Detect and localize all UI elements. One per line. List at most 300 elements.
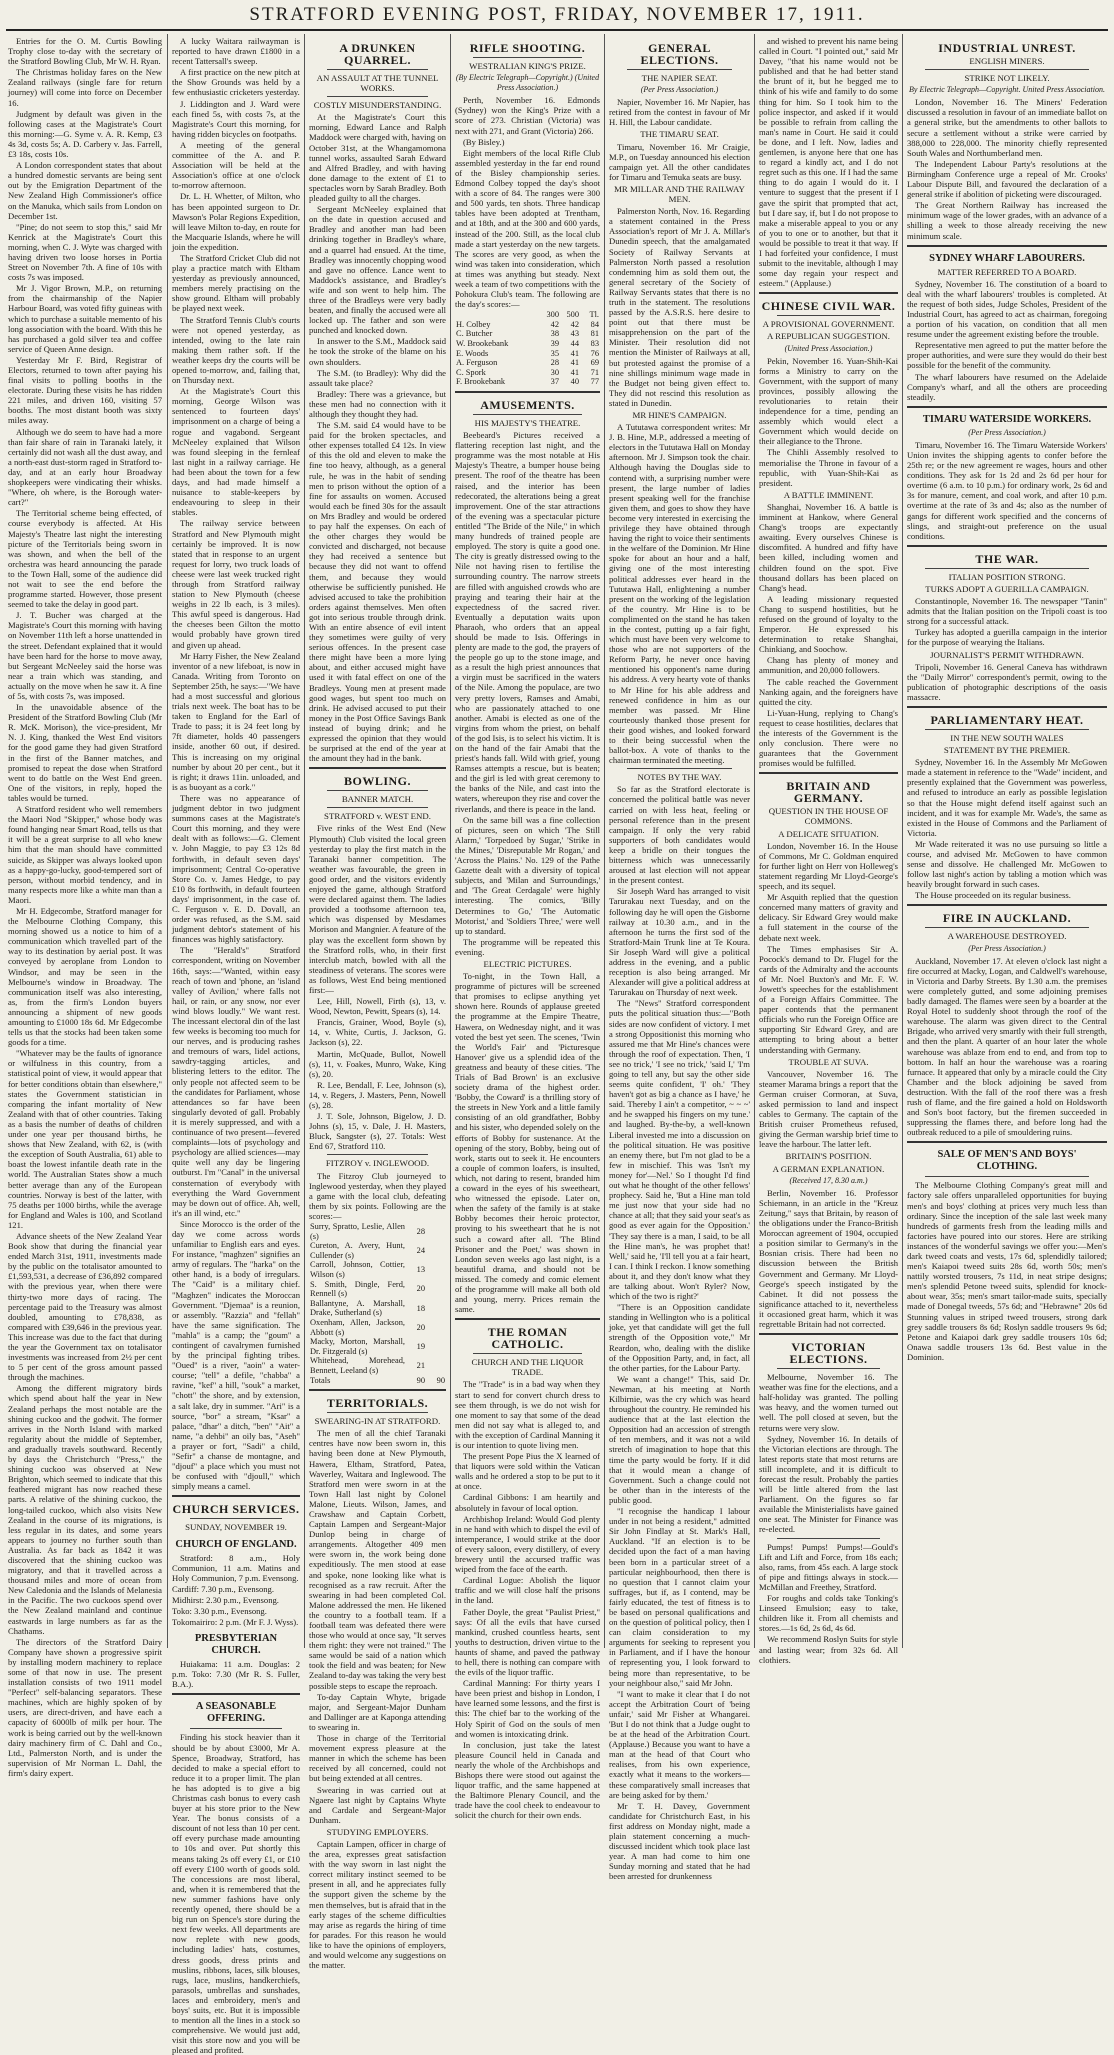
millar-paragraphs — [609, 206, 750, 408]
table-cell: 83 — [590, 339, 599, 349]
table-cell: 38 — [550, 329, 559, 339]
paragraph: The Independent Labour Party's resolutions at the Birmingham Conference urge a repeal of Mr. Crooks' Labour Dispute Bill, and favoured the declaration of a general strike if abolition of picketing were discouraged. — [907, 158, 1107, 200]
napier-paragraphs — [609, 97, 750, 127]
table-cell: Oxenham, Allen, Jackson, Abbott (s) — [310, 1317, 405, 1337]
paragraph: A Tututawa correspondent writes: Mr J. B. Hine, M.P., addressed a meeting of electors in the Tututawa Hall on Monday afternoon. Mr J. Simpson took the chair. Although having the Douglas side to contend with, a surprising number were present, the large number of ladies present speaking well for the franchise given them, and goes to show they have become very interested in exercising the privilege they have obtained through having the right to voice their sentiments in the welfare of the Dominion. Mr Hine spoke for about an hour and a half, giving one of the most interesting political addresses ever heard in the Tututawa Hall, enlightening a number present on the working of the legislation of the country. Mr Hine is to be complimented on the stand he has taken in the contest, putting up a fair fight, which must have been very welcome to those who are not supporters of the Reform Party, he never once having mentioned his opponent's name during his address. A very hearty vote of thanks to Mr Hine for his able address and renewed confidence in him as our member was passed. Mr Hine courteously thanked those present for their good wishes, and looked forward to their being successful when the ballot-box. A vote of thanks to the chairman terminated the meeting. — [609, 422, 750, 766]
rifle-scores-table — [455, 310, 600, 387]
rule — [455, 391, 600, 393]
fitzroy-paragraphs — [309, 1171, 446, 1221]
continued-paragraphs — [759, 36, 898, 288]
paragraph: Shanghai, November 16. A battle is imminent at Hankow, where General Chang's troops are expectantly awaiting. Every ourselves Chinese is discomfited. A hundred and fifty have been killed, including women and children found on the spot. Five thousand dollars has been placed on Chang's head. — [759, 501, 898, 593]
service-line: Tokomairiro: 2 p.m. (Mr F. J. Wyss). — [172, 1617, 299, 1628]
paragraph: Timaru, November 16. Mr Craigie, M.P., on Tuesday announced his election campaign yet. All the other candidates for Timaru and Temuka seats are busy. — [609, 141, 750, 182]
paragraph: A London correspondent states that about a hundred domestic servants are being sent out by the Emigration Department of the New Zealand High Commissioner's office on the Manuka, which sails from London on December 1st. — [8, 160, 162, 221]
rule — [777, 1538, 880, 1539]
paragraph: For roughs and colds take Tonking's Linseed Emulsion; easy to take, children like it. From all chemists and stores.—1s 6d, 2s 6d, 4s 6d. — [759, 1593, 898, 1634]
table-row — [455, 377, 600, 387]
territorials-subheading: SWEARING-IN AT STRATFORD. — [314, 1416, 441, 1427]
table-cell: 20 — [416, 1322, 425, 1332]
service-line: Midhirst: 2.30 p.m., Evensong. — [172, 1594, 279, 1605]
table-cell: 19 — [416, 1341, 425, 1351]
table-row — [455, 329, 600, 339]
paragraph: Judgment by default was given in the following cases at the Magistrate's Court this morning:—G. Syme v. A. R. Kemp, £3 4s 3d, costs 5s; A. D. Carbery v. Jas. Farrell, £3 18s, costs 10s. — [8, 108, 162, 160]
paragraph: In the unavoidable absence of the President of the Stratford Bowling Club (Mr R. McK. Morison), the vice-president, Mr N. J. King, thanked the West End visitors for the good game they had given Stratford in the first of the Banner matches, and promised to repeat the dose when Stratford went to do battle on the West End green. One of the visitors, in reply, hoped the tables would be turned. — [8, 702, 162, 803]
table-cell: 18 — [416, 1303, 425, 1313]
paragraph: Advance sheets of the New Zealand Year Book show that during the financial year ended March 31st, 1911, investments made by the public on the totalisator amounted to £1,593,531, a decrease of £36,892 compared with the previous year, when there were thirty-two more days of racing. The percentage paid to the Treasury was almost doubled, amounting to £78,838, as compared with £39,646 in the previous year. This increase was due to the fact that during the year the Government tax on totalisator investments was increased from 2½ per cent to 5 per cent of the gross amount passed through the machines. — [8, 1230, 162, 1383]
paragraph: Mr T. H. Davey, Government candidate for Christchurch East, in his first address on Monday night, made a plain statement concerning a much-discussed incident which took place last year. A man had come to him one Sunday morning and stated that he had been arrested for drunkenness — [609, 1800, 750, 1882]
paragraph: The "News" Stratford correspondent puts the political situation thus:—"Both sides are now confident of victory. I met a strong Oppositionist this morning who assured me that Mr Hine's chances were through the roof of expectation. Then, 'I see no trick,' 'I see no trick,' 'said I,' 'I'm going to tell any, but say the other side seems quite confident, 'I' oh.' 'They haven't got as big a chance as I have,' he said. Thereby I ain't a competitor, ~ ~ ~' and he swapped his fingers on my tune.' and laughed. By-the-by, a well-known Liberal invested me into a discussion on the political situation. He was positive an enemy there, but I'm not glad to be a few in mischief. This was 'Isn't my money for'—Nel.' So I thought I'd find out what he thought of the other fellows' prophecy. Said he, 'But a Hine man told me just now that your side had no chance at all; that they said your seat's as good as ever again for the Opposition.' 'They say there is a man, I said, to be all the Hine man's, he was prophet that! Well,' said he, 'I'll tell you at a fair heart, I can. I think I reckon. I know something about it, and they don't know what they are talking about. Won't Ryler? Now, which of the two is right?' — [609, 998, 750, 1302]
table-cell: 43 — [570, 329, 579, 339]
table-cell: Tl. — [589, 310, 599, 320]
paragraph: Sydney, November 16. In the Assembly Mr McGowen made a statement in reference to the "Wade" incident, and presently explained that the Government was powerless, and refused to introduce an early as possible legislation so that the House might defend itself against such an incident, and it was for example Mr. Wade's, the same as existed in the House of Commons and the Parliament of Victoria. — [907, 757, 1107, 838]
chinese-credit: (United Press Association.) — [784, 343, 873, 353]
nsw-paragraphs — [907, 757, 1107, 900]
chinese-paragraphs — [759, 356, 898, 488]
rule — [455, 1318, 600, 1320]
rifle-subheading: WESTRALIAN KING'S PRIZE. — [469, 61, 586, 71]
table-cell: 500 — [566, 310, 579, 320]
column-rule — [902, 34, 903, 1648]
amusements-heading: AMUSEMENTS. — [480, 398, 575, 412]
seasonable-paragraphs — [172, 1732, 300, 2055]
rule — [907, 245, 1107, 247]
paragraph: Eight members of the local Rifle Club assembled yesterday in the far end round of the Bisley championship series. Edmond Colbey topped the day's shoot with a score of 84. The ranges were 300 and 500 yards, ten shots. Three handicap tables have been adopted at Trentham, and at 18th, and at the 300 and 600 yards, instead of the 200. Still, as the local club made a start yesterday on the new targets. The scores are very good, as when the wind was taken into consideration, which at times was anything but steady. Next week a team of two competitions with the Pohokura Club's team. The following are the day's scores:— — [455, 147, 600, 310]
paragraph: Bradley: There was a grievance, but these men had no connection with it although they thought they had. — [309, 388, 446, 419]
rule — [473, 1353, 582, 1354]
fire-credit: (Per Press Association.) — [968, 943, 1046, 953]
fitzroy-scores-table — [309, 1222, 446, 1385]
table-cell — [455, 310, 540, 320]
paragraph: "I recognise the handicap I labour under in not being a resident," admitted Sir John Findlay at St. Mark's Hall, Auckland. "If an election is to be decided upon the fact of a man having been born in a particular street of a particular neighbourhood, then there is no question that I cannot claim your suffrages, but if, as I contend, may be fairly educated, the test of fitness is to be based on personal qualifications and on the question of political policy, then I can claim consideration to my arguments for seeking to represent you in Parliament, and if I have the honour of representing you, I look forward to being more than representative, to be your neighbour also," said Mr John. — [609, 1506, 750, 1688]
notes-paragraphs — [609, 784, 750, 1881]
paragraph: The cable reached the Government Nanking again, and the foreigners have quitted the city. — [759, 676, 898, 707]
paragraph: Li-Yuan-Hung, replying to Chang's request to cease hostilities, declares that the interests of the Government is the only conclusion. There were no guarantees that the Government promises would be fulfilled. — [759, 707, 898, 769]
column-1 — [8, 36, 162, 1778]
table-cell: C. Spork — [456, 367, 486, 377]
victorian-heading: VICTORIAN ELECTIONS. — [789, 1340, 868, 1367]
electric-subheading: ELECTRIC PICTURES. — [483, 958, 572, 969]
unrest-heading: INDUSTRIAL UNREST. — [938, 41, 1076, 55]
theatre-subheading: HIS MAJESTY'S THEATRE. — [474, 418, 581, 428]
column-4 — [455, 36, 600, 1821]
paragraph: Cardinal Manning: For thirty years I have been priest and bishop in London, I have learned some lessons, and the first is this: The chief bar to the working of the Holy Spirit of God on the souls of men and women is intoxicating drink. — [455, 1678, 600, 1739]
table-cell: 300 — [546, 310, 559, 320]
rule — [327, 807, 428, 808]
table-cell: Surry, Spratto, Leslie, Allen (s) — [310, 1222, 405, 1241]
paragraph: and wished to prevent his name being called in Court. "I pointed out," said Mr Davey, "that his name would not be published and that he had better stand the brunt of it, but he begged me to think of his wife and family to do some thing for him. So I took him to the police inspector, and asked if it would be possible to refrain from calling the man's name in Court. He said it could be done, and I left. Now, ladies and gentlemen, is anyone here that one has to regard a kindly act, and I do not regret such as this one. If I had the same thing to do again I would do it. I venture to suggest that the present if I gave the spirit that prompted that act, but I dare say, if, but I do not propose to make a miserable appeal to you or any of you to one or to another, but that it would be possible to treat it that way. If I had forfeited your confidence, I must submit to the inevitable, although I may some day regain your respect and esteem." (Applause.) — [759, 36, 898, 289]
paragraph: Five rinks of the West End (New Plymouth) Club visited the local green yesterday to play the first match in the Taranaki banner competition. The weather was favourable, the green in good order, and the visitors evidently enjoyed the game, although Stratford were declared against them. The ladies provided a toothsome afternoon tea, which was dispensed by Mesdames Morison and Mangnier. A feature of the play was the excellent form shown by the Stratford rolls, who, in their first interclub match, bowled with all the steadiness of veterans. The scores were as follows, West End being mentioned first:— — [309, 823, 446, 995]
unrest-credit: By Electric Telegraph—Copyright. United Press Association. — [909, 85, 1105, 95]
paragraph: A first practice on the new pitch at the Show Grounds was held by a few enthusiastic cricketers yesterday. — [172, 67, 300, 98]
rifle-paragraphs — [455, 95, 600, 309]
table-cell: C. Butcher — [456, 329, 493, 339]
rule — [627, 768, 732, 769]
table-cell: 77 — [590, 377, 599, 387]
paragraph: Constantinople, November 16. The newspaper "Tanin" admits that the Italian position on the Tripoli coast is too strong for a successful attack. — [907, 596, 1107, 627]
britain-heading: BRITAIN AND GERMANY. — [786, 779, 871, 806]
britain-subheading: QUESTION IN THE HOUSE OF COMMONS. — [768, 806, 889, 827]
rule — [907, 406, 1107, 408]
table-cell: 30 — [550, 367, 559, 377]
catholic-paragraphs — [455, 1379, 600, 1820]
rule — [327, 790, 428, 791]
rule — [309, 1389, 446, 1391]
masthead: STRATFORD EVENING POST, FRIDAY, NOVEMBER 17, 1911. — [249, 4, 865, 25]
church-heading: CHURCH SERVICES. — [172, 1502, 300, 1517]
table-row — [455, 320, 600, 330]
paragraph: Turkey has adopted a guerilla campaign in the interior for the purpose of wearying the Italians. — [907, 627, 1107, 648]
britain-paragraphs — [759, 841, 898, 1055]
table-cell: S. Smith, Dingle, Ferd, Rennell (s) — [310, 1279, 405, 1299]
table-row — [309, 1337, 446, 1356]
elections-heading: GENERAL ELECTIONS. — [640, 41, 719, 67]
fire-subheading: A WAREHOUSE DESTROYED. — [947, 931, 1067, 942]
paragraph: At the Magistrate's Court this morning, Edward Lance and Ralph Maddock were charged with, having on October 31st, at the Whangamomona tunnel works, assaulted Sarah Edward and Alfred Bradley, and with having done damage to the extent of £1 to spectacles worn by Sarah Bradley. Both pleaded guilty to all the charges. — [309, 112, 446, 204]
table-cell: 24 — [416, 1246, 425, 1256]
table-row — [309, 1318, 446, 1337]
sale-heading: SALE OF MEN'S AND BOYS' CLOTHING. — [937, 1149, 1077, 1173]
table-row — [455, 368, 600, 378]
paragraph: "Pine; do not seem to stop this," said Mr Kenrick at the Magistrate's Court this morning, when C. J. Wyte was charged with having driven two loose horses in Portia Street on November 7th. A fine of 10s with costs 7s was imposed. — [8, 221, 162, 283]
paragraph: In conclusion, just take the latest pleasure Council held in Canada and nearly the whole of the Archbishops and Bishops there were stood out against the liquor traffic, and the same happened at the Baltimore Plenary Council, and the trade have the cool cheek to endeavour to solicit the church for their own ends. — [455, 1739, 600, 1821]
britain-subheading-2: A DELICATE SITUATION. — [778, 828, 879, 839]
table-cell: Ballantyne, A. Marshall, Drake, Sutherland (s) — [310, 1298, 405, 1318]
paragraph: To-day Captain Whyte, brigade major, and Sergeant-Major Dunham and Dallinger are at Kaponga attending to swearing in. — [309, 1691, 446, 1732]
rifle-heading: RIFLE SHOOTING. — [469, 41, 586, 55]
rule — [473, 414, 582, 415]
rule — [777, 315, 880, 316]
rule — [907, 706, 1107, 708]
advertisement-paragraphs — [759, 1542, 898, 1665]
paragraph: Chang has plenty of money and ammunition, and 20,000 followers. — [759, 655, 898, 676]
table-cell: Cureton, A. Avery, Hunt, Cullender (s) — [310, 1241, 405, 1260]
column-rule — [304, 34, 305, 1648]
rule — [777, 1368, 880, 1369]
table-row — [455, 349, 600, 359]
rule — [327, 69, 428, 70]
table-row — [309, 1260, 446, 1279]
table-cell: F. Brookebank — [456, 377, 506, 387]
paragraph: Perth, November 16. Edmonds (Sydney) won the King's Prize with a score of 273. Christian (Victoria) was next with 271, and Grant (Victoria) 266. — [455, 95, 600, 136]
paragraph: The Christmas holiday fares on the New Zealand railways (single fare for return journey) will come into force on December 16. — [8, 67, 162, 108]
paragraph: R. Lee, Bendall, F. Lee, Johnson (s), 14, v. Regers, J. Masters, Penn, Nowell (s), 28. — [309, 1079, 446, 1110]
paragraph: The House proceeded on its regular business. — [915, 890, 1071, 901]
paragraph: J. Liddington and J. Ward were each fined 5s, with costs 7s, at the Magistrate's Court this morning, for having ridden bicycles on footpaths. — [172, 98, 300, 139]
war-subheading: ITALIAN POSITION STRONG. — [948, 571, 1066, 582]
paragraph: Those in charge of the Territorial movement express pleasure at the manner in which the scheme has been received by all concerned, could not but being extended at all centres. — [309, 1733, 446, 1784]
church-pres-text: Huiakama: 11 a.m. Douglas: 2 p.m. Toko: 7.30 (Mr R. S. Fuller, B.A.). — [172, 1659, 300, 1690]
chinese-subheading: A PROVISIONAL GOVERNMENT. — [762, 319, 895, 330]
paragraph: The Chihli Assembly resolved to memorialise the Throne in favour of a republic, with Yuan-Shih-Kai as president. — [759, 447, 898, 488]
paragraph: Lee, Hill, Nowell, Firth (s), 13, v. Wood, Newton, Pewitt, Spears (s), 14. — [309, 996, 446, 1017]
table-cell: 35 — [550, 348, 559, 358]
quarrel-paragraphs — [309, 112, 446, 763]
paragraph: The Stratford Tennis Club's courts were not opened yesterday, as intended, owing to the late rain making them rather soft. If the weather keeps dry the courts will be opened to-morrow, and, failing that, on Thursday next. — [172, 314, 300, 386]
paragraph: Entries for the O. M. Curtis Bowling Trophy close to-day with the secretary of the Stratford Bowling Club, Mr W. H. Ryan. — [8, 36, 162, 67]
journalist-paragraphs — [907, 662, 1107, 702]
paragraph: "Whatever may be the faults of ignorance or wilfulness in this country, from a statistical point of view, it would appear that for better conditions obtain than elsewhere," states the Government statistician in comparing the infant mortality of New Zealand with that of other countries. Taking as a basis the number of deaths of children under one year per thousand births, he shows that New Zealand, with 62, is (with the exception of South Australia, 61) able to boast the lowest infantile death rate in the world. The Australian States show a much better average than any of the European countries. Norway is best of the latter, with 75 deaths per 1000 births, while the average for England and Wales is 100, and Scotland 121. — [8, 1048, 162, 1230]
timaru-credit: (Per Press Association.) — [968, 427, 1046, 437]
rule — [925, 568, 1089, 569]
service-line: Cardiff: 7.30 p.m., Evensong. — [172, 1583, 275, 1594]
church-coe-heading: CHURCH OF ENGLAND. — [175, 1538, 297, 1550]
paragraph: At the Magistrate's Court this morning, George Wilson was sentenced to fourteen days' imprisonment on a charge of being a rogue and vagabond. Sergeant McNeeley explained that Wilson was found sleeping in the fernleaf last night in a railway carriage. He had been about the town for a few days, and had made himself a nuisance to stable-keepers by endeavouring to sleep in their stables. — [172, 386, 300, 518]
paragraph: The Territorial scheme being effected, of course everybody is affected. At His Majesty's Theatre last night the interesting picture of the Territorials being sworn in was shown, and when the bell of the orchestra was heard announcing the parade to the Town Hall, some of the audience did not wait to see the end before the programme started. However, those present seemed to take the delay in good part. — [8, 508, 162, 610]
column-2 — [172, 36, 300, 2055]
paragraph: Francis, Grainer, Wood, Boyle (s), 14, v. White, Curtis, J. Jackson, G. Jackson (s), 22. — [309, 1017, 446, 1048]
electric-paragraphs — [455, 971, 600, 1314]
table-cell: 13 — [416, 1265, 425, 1275]
paragraph: "There is an Opposition candidate standing in Wellington who is a political joke, yet that candidate will get the full strength of the Opposition vote," Mr Reardon, who, dealing with the dislike of the Opposition Party, and, in fact, all the other parties, for the Labour Party. — [609, 1302, 750, 1373]
column-5 — [609, 36, 750, 1882]
war-paragraphs — [907, 596, 1107, 647]
theatre-paragraphs — [455, 430, 600, 957]
paragraph: Father Doyle, the great "Paulist Priest," says: Of all the evils that have cursed mankind, crushed countless hearts, sent youths to destruction, driven virtue to the haunts of shame, and paved the pathway to hell, there is nothing can compare with the evils of the liquor traffic. — [455, 1606, 600, 1678]
paragraph: There was no appearance of judgment debtor in two judgment summons cases at the Magistrate's Court this morning, and they were dealt with as follows:—G. Clement v. John Maggie, to pay £3 12s 8d forthwith, in default seven days' imprisonment; Central Co-operative Store Co. v. James Hedge, to pay £10 8s forthwith, in default fourteen days' imprisonment, in the case of. C. Ferguson v. E. D. Dovall, an order was refused, as the S.M. said judgment debtor's statement of his finances was highly satisfactory. — [172, 792, 300, 945]
paragraph: Palmerston North, Nov. 16. Regarding a statement contained in the Press Association's report of Mr J. A. Millar's Dunedin speech, that the amalgamated Society of Railway Servants at Palmerston North passed a resolution condemning him as sold them out, the general secretary of the Society of Railway Servants states that there is no truth in the statement. The resolutions passed by the A.S.R.S. here desire to point out that there must be misapprehension on the part of the Minister. Their resolution did not mention the Minister of Railways at all, but protested against the promise of a nine shillings minimum wage made in the Budget not being given effect to. They did not rescind this resolution as stated in Dunedin. — [609, 206, 750, 408]
paragraph: We recommend Roslyn Suits for style and lasting wear; from 32s 6d. All clothiers. — [759, 1634, 898, 1665]
table-cell: 76 — [590, 348, 599, 358]
wharf-heading: SYDNEY WHARF LABOURERS. — [929, 252, 1085, 264]
paragraph: Sydney, November 16. The constitution of a board to deal with the wharf labourers' troubles is completed. At the request of both sides, Judge Scholes, President of the Industrial Court, has agreed to act as chairman, foregoing a portion of his vacation, on condition that all men resume under the agreement existing before the trouble. — [907, 278, 1107, 340]
column-3 — [309, 36, 446, 1971]
church-date: SUNDAY, NOVEMBER 19. — [185, 1522, 287, 1533]
paragraph: Timaru, November 16. The Timaru Waterside Workers' Union invites the shipping agents to confer before the 25th re; or the new agreement re wages, hours and other conditions. They ask for 1s 2d and 2s 6d per hour for overtime (6 a.m. to 10 p.m.) for ordinary work, 2s 6d and 3s for manure, cement, and coal work, and after 10 p.m. overtime at the rate of 3s and 4s; also as the number of gangs for different work specified and the concerns of slings, and straight-out preference on the usual conditions. — [907, 439, 1107, 541]
rule — [473, 57, 582, 58]
column-rule — [167, 34, 168, 1648]
table-cell: 41 — [570, 358, 579, 368]
paragraph: Napier, November 16. Mr Napier, has retired from the contest in favour of Mr H. Hill, the Labour candidate. — [609, 97, 750, 128]
bowling-subheading: BANNER MATCH. — [341, 794, 414, 805]
paragraph: Although we do seem to have had a more than fair share of rain in Taranaki lately, it certainly did not wash all the dust away, and a north-east dust-storm raged in Stratford to-day, and at an early hour Broadway shopkeepers were vindicating their whisks. "Where, oh where, is the Borough water-cart?" — [8, 426, 162, 508]
napier-subheading: THE NAPIER SEAT. — [641, 73, 718, 83]
table-cell: 42 — [550, 319, 559, 329]
paragraph: The railway service between Stratford and New Plymouth might certainly be improved. It is now stated that in response to an urgent request for lorry, two truck loads of cheese were last week trucked right through from Stratford railway station to New Plymouth (cheese weighs in 22 lb each, is 3 miles). This awful speed is dangerous. Had the cheeses been Gilton the motto would probably have grown tired and given up ahead. — [172, 518, 300, 650]
column-rule — [450, 34, 451, 1648]
bowling-paragraphs — [309, 823, 446, 1151]
parliament-heading: PARLIAMENTARY HEAT. — [930, 712, 1084, 727]
rule — [172, 1693, 300, 1695]
column-rule — [604, 34, 605, 1648]
territorials-heading: TERRITORIALS. — [326, 1396, 429, 1411]
paragraph: The Times emphasises Sir A. Pocock's demand to Dr. Flugel for the cards of the Admiralty and the accounts of Mr. Noel Buxton's and Mr. F. W. Jowett's speeches for the establishment of a Foreign Affairs Committee. The paper contends that the permanent officials who run the Foreign Office are supporting Sir Edward Grey, and are attempting to bring about a better understanding with Germany. — [759, 943, 898, 1055]
rule — [327, 1154, 428, 1155]
paragraph: Sir Joseph Ward has arranged to visit Tarurakau next Tuesday, and on the following day he will open the Gisborne railway at 10.30 a.m., and in the afternoon he turns the first sod of the Stratford-Main Trunk line at Te Koura. Sir Joseph Ward will give a political address in the evening, and a public reception is also being arranged. Mr Alexander will give a political address at Tarurakau on Thursday of next week. — [609, 886, 750, 998]
rule — [759, 1333, 898, 1335]
miners-paragraphs — [907, 97, 1107, 240]
column-2-paragraphs — [172, 36, 300, 1491]
paragraph: Captain Lampen, officer in charge of the area, expresses great satisfaction with the way sworn in last night the correct military instinct seemed to be present in all, and he appreciates fully the support given the scheme by the men themselves, but is afraid that in the early stages of the scheme difficulties may arise as regards the hiring of time for parades. For this reason he would like to have the opinions of employers, and would welcome any suggestions on the matter. — [309, 1838, 446, 1971]
paragraph: Mr J. Vigor Brown, M.P., on returning from the chairmanship of the Napier Harbour Board, was voted fifty guineas with which to purchase a suitable memento of his long association with the board. With this he has purchased a gold silver tea and coffee service of Queen Anne design. — [8, 283, 162, 354]
church-coe-lines — [172, 1584, 300, 1627]
battle-paragraphs — [759, 502, 898, 768]
paragraph: The present Pope Pius the X learned of that liquors were sold within the Vatican walls and he ordered a stop to be put to it at once. — [455, 1451, 600, 1492]
paragraph: J. T. Sole, Johnson, Bigelow, J. D. Johns (s), 15, v. Dale, J. H. Masters, Bluck, Sangster (s), 27. Totals: West End 67, Stratford 110. — [309, 1111, 446, 1152]
rule — [190, 1728, 282, 1729]
fire-heading: FIRE IN AUCKLAND. — [942, 911, 1072, 926]
hine-subheading: MR HINE'S CAMPAIGN. — [632, 410, 727, 420]
paragraph: We want a change!" This, said Dr. Newman, at his meeting at North Kilbirnie, was the cry which was heard throughout the country. He reminded his audience that at the last election the Opposition had an accession of strength of ten members, and it was not a wild stretch of imagination to hope that this time the party would be forty. If it did that it would mean a change of Government. Such a change could not be other than in the interests of the public good. — [609, 1373, 750, 1505]
paragraph: The "Herald's" Stratford correspondent, writing on November 16th, says:—"Wanted, within easy reach of town and 'phone, an 'island valley of Avilion,' where falls not hail, or rain, or any snow, nor ever wind blows loudly." We want rest. The incessant electoral din of the last few weeks is becoming too much for our nerves, and is producing rashes and tremours of wars, lidel actions, sawdry-tagging articles, and blistering letters to the editor. The only people not affected seem to be the candidates for Parliament, whose attendances so far have been singularly devoted of gall. Probably it is merely suppressed, and with a continuance of two present—fevered complaints—lots of psychology and psychology are allied sciences—may quite well any day be lingering outburst. I'm "Canal" in the universal consternation of everybody with everything the Ward Government may be down out of office. Ah, well, it's an ill wind, etc." — [172, 945, 300, 1218]
rule — [759, 772, 898, 774]
church-coe-text: Stratford: 8 a.m., Holy Communion, 11 a.m. Matins and Holy Communion, 7 p.m. Evensong. — [172, 1552, 300, 1583]
premier-subheading: STATEMENT BY THE PREMIER. — [943, 745, 1071, 756]
timaru-paragraphs — [609, 142, 750, 182]
table-row — [455, 339, 600, 349]
paragraph: Archbishop Ireland: Would God plenty in ne hand with which to dispel the evil of intemperance, I would strike at the door of every saloon, every distillery, of every brewery until the accursed traffic was wiped from the face of the earth. — [455, 1513, 600, 1575]
notes-subheading: NOTES BY THE WAY. — [637, 772, 722, 783]
paragraph: Sydney, November 16. In details of the Victorian elections are through. The latest reports state that most returns are still incomplete, and it is difficult to forecast the result. Probably the parties will be little altered from the last Parliament. On the figures so far available the Ministerialists have gained one seat. The Minister for Finance was re-elected. — [759, 1433, 898, 1535]
paragraph: Martin, McQuade, Bullot, Nowell (s), 11, v. Foakes, Munro, Wake, King (s), 20. — [309, 1048, 446, 1079]
wharf-paragraphs — [907, 279, 1107, 402]
rule — [172, 1495, 300, 1497]
paragraph: Auckland, November 17. At eleven o'clock last night a fire occurred at Macky, Logan, and Caldwell's warehouse, in Victoria and Darby Streets. By 1.30 a.m. the premises were completely gutted, and some adjoining premises badly damaged. The flames were seen by a boarder at the Royal Hotel to suddenly shoot through the roof of the warehouse. The alarm was given direct to the Central Brigade, who arrived very smartly with their full strength, and then the plant. A quarter of an hour later the whole warehouse was ablaze from end to end, and from top to bottom. In half an hour the warehouse was a roaring furnace. It appeared that only by a miracle could the City Chamber and the block adjoining be saved from destruction. With the fall of the roof there was a fresh rush of flame, and the fire gained a hold on Holdsworth and Son's boot factory, but the firemen succeeded in suppressing the flames there, and before long had the outbreak reduced to a pile of smouldering ruins. — [907, 955, 1108, 1138]
table-cell: 44 — [570, 339, 579, 349]
paragraph: The Fitzroy Club journeyed to Inglewood yesterday, when they played a game with the local club, defeating them by six points. Following are the scores:— — [309, 1170, 446, 1221]
paragraph: J. T. Bucher was charged at the Magistrate's Court this morning with having on November 11th left a horse unattended in the street. Defendant explained that it would have been hard for the horse to move away, but Sergeant McNeeley said the horse was near a train which was standing, and actually on the move when he saw it. A fine of 5s, with costs 7s, was imposed. — [8, 610, 162, 701]
paragraph: Pekin, November 16. Yuan-Shih-Kai forms a Ministry to carry on the Government, with the support of many provinces, possibly allowing the revolutionaries to retain their independence for a time, pending an assembly which would elect a Government which would decide on their allegiance to the Throne. — [759, 355, 898, 447]
territorials-paragraphs — [309, 1428, 446, 1825]
paragraph: "I want to make it clear that I do not accept the Arbitration Court of 'being unfair,' said Mr Fisher at Whangarei. 'But I do not think that a Judge ought to be at the head of the Arbitration Court. (Applause.) Because you want to have a man at the head of that Court who realises, from his own experience, exactly what it means to the workers—these comparatively small increases that are being asked for by them.' — [609, 1688, 750, 1800]
german-received: (Received 17, 8.30 a.m.) — [789, 1175, 868, 1185]
paragraph: Since Morocco is the order of the day we come across words unfamiliar to English ears and eyes. For instance, "maghzen" signifies an army of regulars. The "harka" on the other hand, is a body of irregulars. The "Caid" is a military chief. "Maghzen" indicates the Moroccan Government. "Djemaa" is a reunion, or assembly. "Razzia" and "fellah" have the same signification. The "mahla" is a camp; the "goum" a contingent of cavalrymen furnished by the principal fighting tribes. "Oued" is a river, "aoin" a water-course; "tell" a defile, "chabba" a ravine, "kef" a hill, "souk" a market, "chott" the shore, and by extension, a salt lake, dry in summer. "Ari" is a source, "bor" a stream, "Ksar" a palace, "dhar" a ditch, "ben" "Ait" a name, "a dehbi" an oily bas, "Aseh" a prayer or fort, "Sadi" a child, "Sefir" a chanse de montagne, and "djouf" a place which you must not be confused with "djoull," which simply means a camel. — [172, 1218, 300, 1492]
table-cell: 28 — [550, 358, 559, 368]
table-cell: 40 — [570, 377, 579, 387]
rifle-credit: (By Electric Telegraph—Copyright.) (United Press Association.) — [455, 73, 600, 93]
table-row — [309, 1280, 446, 1299]
german-subheading: A GERMAN EXPLANATION. — [772, 1163, 885, 1174]
wharf-subheading: MATTER REFERRED TO A BOARD. — [937, 266, 1077, 277]
table-row — [309, 1356, 446, 1375]
paragraph: The Stratford Cricket Club did not play a practice match with Eltham yesterday as previously announced, members merely practising on the show ground. Eltham will probably be played next week. — [172, 252, 300, 314]
table-cell: 71 — [590, 367, 599, 377]
employers-subheading: STUDYING EMPLOYERS. — [326, 1826, 429, 1837]
miners-subheading: ENGLISH MINERS. — [969, 56, 1045, 66]
table-cell: E. Woods — [456, 348, 489, 358]
table-cell: Carroll, Johnson, Cottier, Wilson (s) — [310, 1260, 405, 1279]
paragraph: A meeting of the general committee of the A. and P. Association will be held at the Association's office at one o'clock to-morrow afternoon. — [172, 139, 300, 191]
chinese-subheading-2: A REPUBLICAN SUGGESTION. — [767, 331, 890, 342]
column-7 — [907, 36, 1107, 1646]
paragraph: Mr Harry Fisher, the New Zealand inventor of a new lifeboat, is now in Canada. Writing from Toronto on September 25th, he says:—"We have had a most successful and glorious trials next week. The boat has to be taken to England for the Earl of Trade to pass; it is 24 feet long by 7ft diameter, holds 40 passengers inside, another 60 out, if desired. This is increasing on my original number by about 20 per cent., but it is right; it draws 11in. unloaded, and is as buoyant as a cork." — [172, 650, 300, 792]
paragraph: The programme will be repeated this evening. — [455, 936, 600, 957]
table-cell: H. Colbey — [456, 319, 491, 329]
paragraph: Tripoli, November 16. General Caneva has withdrawn the "Daily Mirror" correspondent's permit, owing to the publication of photographic descriptions of the oasis massacre. — [907, 661, 1107, 702]
sale-paragraphs — [907, 1180, 1107, 1362]
paragraph: In answer to the S.M., Maddock said he took the stroke of the blame on his own shoulders. — [309, 336, 446, 367]
masthead-rule — [6, 29, 1108, 31]
table-cell: 69 — [590, 358, 599, 368]
paragraph: The S.M. (to Bradley): Why did the assault take place? — [309, 367, 446, 388]
paragraph: A leading missionary requested Chang to suspend hostilities, but he refused on the ground of loyalty to the Emperor. He expressed his determination to retake Shanghai, Chinkiang, and Soochow. — [759, 593, 898, 655]
table-cell: 41 — [570, 367, 579, 377]
paragraph: Mr Wade reiterated it was no use pursuing so little a course, and advised Mr. McGowen to have common sense and dissolve. He challenged Mr. McGowen to follow last night's action by tabling a motion which was heavily brought forward in such cases. — [907, 838, 1107, 890]
rule — [190, 1518, 282, 1519]
rule — [627, 69, 732, 70]
table-row — [455, 358, 600, 368]
paragraph: A lucky Waitara railwayman is reported to have drawn £1800 in a recent Tattersall's sweep. — [172, 36, 300, 67]
table-cell: A. Ferguson — [456, 358, 498, 368]
fire-paragraphs — [907, 956, 1107, 1138]
table-cell: 81 — [590, 329, 599, 339]
table-header-row — [455, 310, 600, 320]
table-cell: 90 — [416, 1375, 425, 1385]
catholic-heading: THE ROMAN CATHOLIC. — [487, 1325, 568, 1352]
war-subheading-2: TURKS ADOPT A GUERILLA CAMPAIGN. — [925, 583, 1089, 594]
quarrel-subheading: AN ASSAULT AT THE TUNNEL WORKS. — [316, 73, 439, 94]
table-cell: Whitehead, Morehead, Bennett, Leeland (s) — [310, 1356, 405, 1375]
paragraph: The directors of the Stratford Dairy Company have shown a progressive spirit by installing modern machinery to replace some of that now in use. The present installation consists of two 1911 model "Perfect" self-balancing separators. These machines, which are highly spoken of by users, are direct-driven, and have each a capacity of 6000lb of milk per hour. The work is being carried out by the well-known dairy machinery firm of C. Dahl and Co., Ltd., Palmerston North, and is under the supervision of Mr Norman L. Dahl, the firm's dairy expert. — [8, 1636, 162, 1778]
rule — [925, 927, 1089, 928]
table-cell: Totals — [310, 1375, 331, 1385]
timaru-workers-heading: TIMARU WATERSIDE WORKERS. — [922, 413, 1092, 425]
paragraph: The "Trade" is in a bad way when they start to send for convert church dress to see them through, is we do not wish for one moment to say that some of the dead men did not say what is alleged to, and with the exception of Cardinal Manning it is our intention to quote living men. — [455, 1379, 600, 1450]
paragraph: Cardinal Gibbons: I am heartily and absolutely in favour of local option. — [455, 1492, 600, 1513]
table-cell: 90 — [436, 1375, 445, 1385]
journalist-subheading: JOURNALIST'S PERMIT WITHDRAWN. — [930, 649, 1084, 660]
battle-subheading: A BATTLE IMMINENT. — [783, 489, 874, 500]
paragraph: Vancouver, November 16. The steamer Marama brings a report that the German cruiser Cormoran, at Suva, asked permission to land and inspect cables to Germany. The captain of the British cruiser Prometheus refused, giving the German warship brief time to leave the harbour. The latter left. — [759, 1068, 898, 1150]
church-pres-heading: PRESBYTERIAN CHURCH. — [194, 1633, 278, 1657]
suva-paragraphs — [759, 1069, 898, 1150]
table-cell: 37 — [550, 377, 559, 387]
hine-paragraphs — [609, 422, 750, 765]
paragraph: Swearing in was carried out at Ngaere last night by Captains Whyte and Cardale and Sergeant-Major Dunham. — [309, 1784, 446, 1825]
bowling-match-title: STRATFORD v. WEST END. — [324, 811, 431, 822]
chinese-heading: CHINESE CIVIL WAR. — [761, 299, 896, 314]
rule — [925, 1176, 1089, 1177]
suva-subheading: TROUBLE AT SUVA. — [788, 1056, 869, 1067]
paragraph: A Stratford resident who well remembers the Maori Nod "Skipper," whose body was found hanging near Smart Road, tells us that it will be a great surprise to all who knew him that the man should have committed suicide, as Skipper was always looked upon as a happy-go-lucky, good-tempered sort of person, without morbid tendency, and in many respects more like a white man than a Maori. — [8, 804, 162, 905]
bowling-heading: BOWLING. — [343, 774, 411, 789]
table-cell: 42 — [570, 319, 579, 329]
millar-subheading: MR MILLAR AND THE RAILWAY MEN. — [614, 183, 745, 205]
paragraph: Yesterday Mr F. Bird, Registrar of Electors, returned to town after paying his final visits to polling booths in the electorate. During these visits he has ridden 221 miles, and driven 160, visiting 57 booths. The most distant booth was sixty miles away. — [8, 354, 162, 426]
paragraph: Dr. L. H. Whetter, of Milton, who has been appointed surgeon to Dr. Mawson's Polar Regions Expedition, will leave Milton to-day, en route for the Macquarie Islands, where he will join the expedition. — [172, 191, 300, 252]
paragraph: Sergeant McNeeley explained that on the date in question accused and Bradley and another man had been drinking together in Bradley's whare, and a quarrel had ensued. At the time, Bradley was innocently chopping wood and gave no offence. Lance went to Maddock's assistance, and Bradley's wife and son went to help him. The three of the Bradleys were very badly beaten, and finally the accused were all locked up. The father and son were punched and knocked down. — [309, 204, 446, 336]
paragraph: Cardinal Logue: Abolish the liquor traffic and we will close half the prisons in the land. — [455, 1575, 600, 1606]
victorian-paragraphs — [759, 1372, 898, 1535]
quarrel-heading: A DRUNKEN QUARREL. — [339, 41, 416, 67]
strike-subheading: STRIKE NOT LIKELY. — [964, 73, 1050, 84]
column-rule — [754, 34, 755, 1648]
timaru-paragraphs — [907, 440, 1107, 541]
rule — [907, 545, 1107, 547]
napier-credit: (Per Press Association.) — [640, 85, 719, 95]
table-cell: 28 — [416, 1226, 425, 1236]
table-cell: 41 — [570, 348, 579, 358]
paragraph: London, November 16. The Miners' Federation discussed a resolution in favour of an immediate ballot on a general strike, but the amendments to other ballots to secure a settlement without a strike were carried by 388,000 to 228,000. The minority chiefly represented South Wales and Northumberland men. — [907, 97, 1107, 158]
paragraph: Pumps! Pumps! Pumps!—Gould's Lift and Lift and Force, from 18s each; also, rams, from 45s each. A large stock of pipe and fittings always in stock.—McMillan and Freethey, Stratford. — [759, 1541, 898, 1592]
table-cell: Macky, Morton, Marshall, Dr. Fitzgerald (s) — [310, 1337, 405, 1356]
paragraph: So far as the Stratford electorate is concerned the political battle was never carried on with less heat, feeling or personal reference than in the present campaign. If only the very rabid supporters of both candidates would keep a bridle on their tongues the bitterness which was unnecessarily aroused at last election will not appear in the present contest. — [609, 784, 750, 886]
table-total-row — [309, 1376, 446, 1386]
paragraph: The men of all the chief Taranaki centres have now been sworn in, this having been done at New Plymouth, Hawera, Eltham, Stratford, Patea, Waverley, Waitara and Inglewood. The Stratford men were sworn in at the Town Hall last night by Colonel Malone, Lieuts. Wilson, James, and Crawshaw and Captain Corbett, Captain Lampen and Sergeant-Major Dunlop being in charge of arrangements. Altogether 409 men were sworn in, the work being done expeditiously. The men stood at ease and spoke, none looking like what is recognised as a raw recruit. After the swearing in had been completed Col. Malone addressed the men. He likened the country to a football team. If a football team was defeated there were those who would at once say, "It serves them right: they were not trained." The same would be said of a nation which took the field and was beaten; for New Zealand to-day was taking the very best possible steps to escape the reproach. — [309, 1428, 446, 1691]
table-row — [309, 1222, 446, 1241]
table-cell: 39 — [550, 339, 559, 349]
paragraph: Mr Asquith replied that the question concerned many matters of gravity and delicacy. Sir Edward Grey would make a full statement in the course of the debate next week. — [759, 892, 898, 943]
paragraph: Mr H. Edgecombe, Stratford manager for the Melbourne Clothing Company, this morning showed us a notice to him of a communication which travelled part of the way to its destination by aerial post. It was conveyed by aeroplane from London to Windsor, and may be seen in the Melbourne's window in Broadway. The communication itself was also interesting, as, from the firm's London buyers announcing a shipment of new goods amounting to £1000 18s 6d. Mr Edgecombe tells us that the stocks had been taken some goods for a time. — [8, 905, 162, 1048]
catholic-subheading: CHURCH AND THE LIQUOR TRADE. — [471, 1357, 584, 1378]
rule — [907, 904, 1107, 906]
rule — [327, 1412, 428, 1413]
war-heading: THE WAR. — [975, 551, 1039, 566]
quarrel-subheading-2: COSTLY MISUNDERSTANDING. — [313, 100, 442, 111]
paragraph: Representative men agreed to put the matter before the proper authorities, and were sure they would do their best possible for the benefit of the community. — [907, 340, 1107, 371]
seasonable-heading: A SEASONABLE OFFERING. — [195, 1701, 277, 1725]
table-cell: W. Brookebank — [456, 339, 509, 349]
table-row — [309, 1299, 446, 1318]
